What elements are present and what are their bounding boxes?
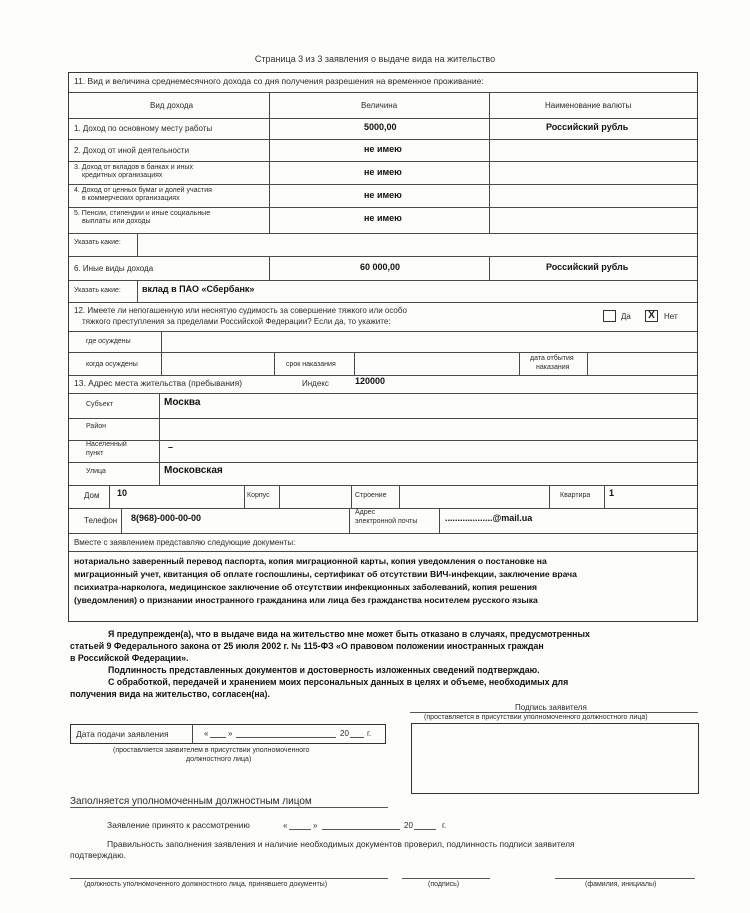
filing-date-month[interactable] [236, 737, 336, 738]
filing-date-note: (проставляется заявителем в присутствии уполномоченного [113, 747, 310, 754]
section12-title-cont: тяжкого преступления за пределами Российской Федерации? Если да, то укажите: [82, 317, 391, 326]
verification-text: Правильность заполнения заявления и наличие необходимых документов проверил, подлинность подписи заявителя [107, 839, 575, 849]
declaration-warning-cont: статьей 9 Федерального закона от 25 июля 2002 г. № 115-ФЗ «О правовом положении иностранных граждан [70, 641, 544, 651]
section13-title: 13. Адрес места жительства (пребывания) [74, 378, 243, 388]
declaration-warning-cont: в Российской Федерации». [70, 653, 189, 663]
income-row-label: 5. Пенсии, стипендии и иные социальные [74, 210, 211, 217]
specify-label: Указать какие: [74, 239, 121, 246]
filing-date-year[interactable] [350, 737, 364, 738]
specify-label: Указать какие: [74, 287, 121, 294]
index-value: 120000 [355, 376, 386, 386]
when-convicted-label: когда осуждены [86, 361, 138, 368]
filing-date-quote-close: » [228, 729, 233, 738]
street-label: Улица [86, 468, 106, 475]
accepted-day[interactable] [289, 829, 311, 830]
flat-value: 1 [609, 488, 615, 498]
specify-value: вклад в ПАО «Сбербанк» [142, 284, 255, 294]
col-header-value: Величина [361, 101, 398, 110]
served-date-label-cont: наказания [536, 364, 570, 371]
filing-date-label: Дата подачи заявления [76, 729, 169, 739]
filing-date-year-suffix: г. [367, 729, 372, 738]
signature-title: Подпись заявителя [515, 703, 587, 712]
accepted-year[interactable] [414, 829, 436, 830]
filing-date-day[interactable] [210, 737, 226, 738]
yes-checkbox[interactable] [603, 310, 616, 322]
flat-label: Квартира [560, 492, 591, 499]
income-row-label-cont: выплаты или доходы [82, 218, 151, 225]
accepted-quote-open: « [283, 821, 288, 830]
district-label: Район [86, 423, 106, 430]
subject-value: Москва [164, 397, 201, 408]
income-row-value: 5000,00 [364, 122, 397, 132]
documents-line: миграционный учет, квитанция об оплате госпошлины, сертификат об отсутствии ВИЧ-инфекции, заключение врача [74, 569, 577, 579]
accepted-label: Заявление принято к рассмотрению [107, 820, 250, 830]
house-value: 10 [117, 488, 128, 498]
no-checkbox[interactable]: X [645, 310, 658, 322]
locality-label: Населенный [86, 441, 127, 448]
income-row-value: не имею [364, 213, 402, 223]
income-row-label: 4. Доход от ценных бумаг и долей участия [74, 187, 212, 194]
col-header-type: Вид дохода [150, 101, 194, 110]
income-row-value: не имею [364, 167, 402, 177]
email-value: ...................@mail.ua [445, 513, 533, 523]
email-label-cont: электронной почты [355, 518, 418, 525]
documents-line: (уведомления) о признании иностранного гражданина или лица без гражданства носителем русского языка [74, 595, 538, 605]
declaration-authenticity: Подлинность представленных документов и достоверность изложенных сведений подтверждаю. [108, 665, 540, 675]
page-header: Страница 3 из 3 заявления о выдаче вида на жительство [254, 54, 496, 64]
declaration-consent: С обработкой, передачей и хранением моих персональных данных в целях и объеме, необходимых для [108, 677, 569, 687]
income-row-label: 1. Доход по основному месту работы [74, 124, 213, 133]
filing-date-year-prefix: 20 [340, 729, 349, 738]
house-label: Дом [84, 491, 100, 500]
declaration-warning: Я предупрежден(а), что в выдаче вида на жительство мне может быть отказано в случаях, предусмотренных [108, 629, 590, 639]
phone-value: 8(968)-000-00-00 [131, 513, 202, 523]
accepted-year-prefix: 20 [404, 821, 413, 830]
documents-line: нотариально заверенный перевод паспорта, копия миграционной карты, копия уведомления о постановке на [74, 556, 547, 566]
other-income-label: 6. Иные виды дохода [74, 264, 154, 273]
subject-label: Субъект [86, 401, 114, 408]
section12-title: 12. Имеете ли непогашенную или неснятую судимость за совершение тяжкого или особо [74, 306, 407, 315]
caption-signature: (подпись) [428, 881, 460, 888]
term-label: срок наказания [286, 361, 336, 368]
street-value: Московская [164, 465, 223, 476]
signature-note: (проставляется в присутствии уполномоченного должностного лица) [424, 714, 648, 721]
yes-label: Да [621, 312, 631, 321]
income-row-label-cont: в коммерческих организациях [82, 195, 180, 202]
income-row-label: 3. Доход от вкладов в банках и иных [74, 164, 193, 171]
documents-line: психиатра-нарколога, медицинское заключение об отсутствии инфекционных заболеваний, копия решения [74, 582, 537, 592]
building-label: Строение [355, 492, 387, 499]
section11-title: 11. Вид и величина среднемесячного дохода со дня получения разрешения на временное проживание: [74, 76, 484, 86]
phone-label: Телефон [84, 516, 118, 525]
korpus-label: Корпус [247, 492, 270, 499]
income-row-label: 2. Доход от иной деятельности [74, 146, 190, 155]
where-convicted-label: где осуждены [86, 338, 131, 345]
accepted-quote-close: » [313, 821, 318, 830]
accepted-month[interactable] [322, 829, 400, 830]
income-row-value: не имею [364, 144, 402, 154]
income-row-label-cont: кредитных организациях [82, 172, 163, 179]
email-label: Адрес [355, 509, 376, 516]
documents-title: Вместе с заявлением представляю следующие документы: [74, 538, 296, 547]
verification-text-cont: подтверждаю. [70, 850, 126, 860]
official-position-line[interactable] [70, 878, 388, 879]
caption-name: (фамилия, инициалы) [585, 881, 657, 888]
filing-date-quote-open: « [204, 729, 209, 738]
other-income-value: 60 000,00 [360, 262, 401, 272]
caption-position: (должность уполномоченного должностного лица, принявшего документы) [84, 881, 328, 888]
income-row-value: не имею [364, 190, 402, 200]
col-header-currency: Наименование валюты [545, 101, 632, 110]
income-row-currency: Российский рубль [546, 122, 629, 132]
other-income-currency: Российский рубль [546, 262, 629, 272]
no-label: Нет [664, 312, 678, 321]
locality-value: – [168, 442, 174, 452]
signature-box[interactable] [411, 723, 699, 794]
official-signature-line[interactable] [402, 878, 490, 879]
official-name-line[interactable] [555, 878, 695, 879]
index-label: Индекс [302, 379, 329, 388]
filing-date-note-cont: должностного лица) [186, 756, 252, 763]
official-section-title: Заполняется уполномоченным должностным лицом [70, 796, 312, 807]
declaration-consent-cont: получения вида на жительство, согласен(на). [70, 689, 270, 699]
served-date-label: дата отбытия [530, 355, 574, 362]
locality-label-cont: пункт [86, 450, 104, 457]
accepted-year-suffix: г. [442, 821, 447, 830]
